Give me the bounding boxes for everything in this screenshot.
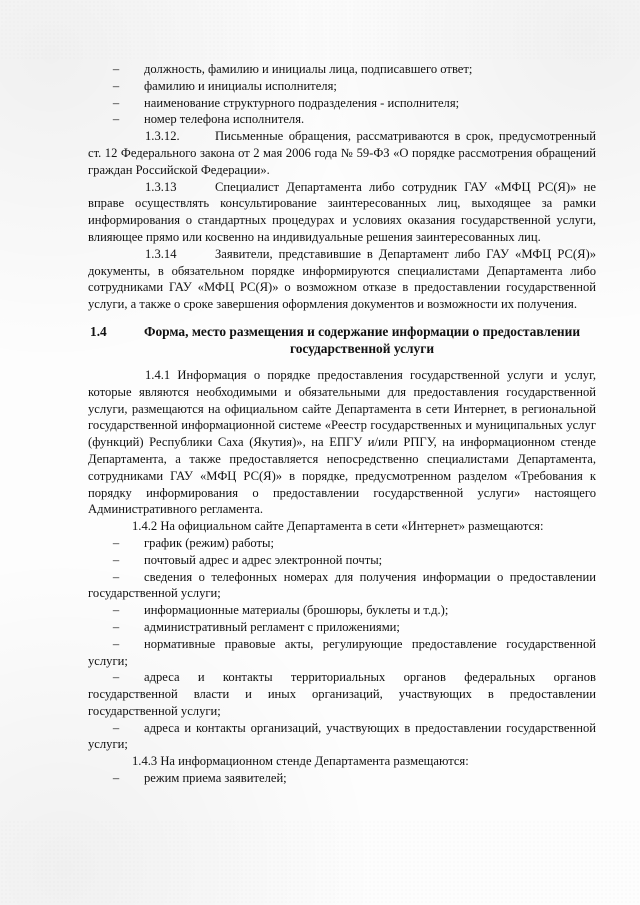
paragraph-1-3-12	[88, 128, 596, 178]
list-item	[88, 552, 596, 569]
list-dash: –	[112, 552, 120, 567]
list-item-text: график (режим) работы;	[144, 535, 274, 550]
list-item-text: административный регламент с приложениями;	[144, 619, 400, 634]
list-item	[88, 636, 596, 670]
paragraph-1-3-13	[88, 179, 596, 246]
list-dash: –	[112, 720, 120, 735]
list-item	[88, 569, 596, 603]
list-item	[88, 669, 596, 719]
list-item-text: адреса и контакты территориальных органов федеральных органов государственной власти и иных организаций, участвующих в предоставлении государственной услуги;	[88, 670, 596, 718]
scan-noise-bottom	[0, 820, 640, 905]
list-item	[88, 95, 596, 112]
list-item-text: почтовый адрес и адрес электронной почты;	[144, 552, 383, 567]
list-dash: –	[112, 535, 120, 550]
list-item-text: сведения о телефонных номерах для получения информации о предоставлении государственной услуги;	[88, 569, 596, 601]
paragraph-text: Заявители, представившие в Департамент либо ГАУ «МФЦ РС(Я)» документы, в обязательном порядке информируются специалистами Департамента либо сотрудниками ГАУ «МФЦ РС(Я)» о возможном отказе в предоставлении государственной услуги, а также о сроке завершения оформления документов и возможности их получения.	[88, 246, 596, 312]
list-dash: –	[112, 95, 120, 110]
paragraph-1-4-3: 1.4.3 На информационном стенде Департамента размещаются:	[132, 754, 469, 769]
list-item-text: наименование структурного подразделения - исполнителя;	[144, 95, 460, 110]
list-dash: –	[112, 603, 120, 618]
scan-noise-top	[0, 0, 640, 60]
list-item-text: фамилию и инициалы исполнителя;	[144, 78, 337, 93]
list-item-text: режим приема заявителей;	[144, 771, 287, 786]
paragraph-1-4-2: 1.4.2 На официальном сайте Департамента в сети «Интернет» размещаются:	[132, 519, 544, 534]
paragraph-text: Письменные обращения, рассматриваются в срок, предусмотренный ст. 12 Федерального закона от 2 мая 2006 года № 59-ФЗ «О порядке рассмотрения обращений граждан Российской Федерации».	[88, 129, 596, 177]
document-body	[88, 61, 596, 787]
paragraph-number: 1.3.12.	[145, 129, 180, 144]
list-dash: –	[112, 78, 120, 93]
paragraph-1-3-14	[88, 246, 596, 313]
list-item	[88, 619, 596, 636]
list-item-text: информационные материалы (брошюры, буклеты и т.д.);	[144, 603, 449, 618]
list-item-text: номер телефона исполнителя.	[144, 112, 305, 127]
section-title: Форма, место размещения и содержание информации о предоставлении государственной услуги	[143, 323, 581, 356]
list-item-text: нормативные правовые акты, регулирующие предоставление государственной услуги;	[88, 636, 596, 668]
list-item-text: адреса и контакты организаций, участвующих в предоставлении государственной услуги;	[88, 720, 596, 752]
paragraph-text: Специалист Департамента либо сотрудник ГАУ «МФЦ РС(Я)» не вправе осуществлять консультирование заинтересованных лиц, выходящее за рамки информирования о стандартных процедурах и условиях оказания государственной услуги, влияющее прямо или косвенно на индивидуальные решения заинтересованных лиц.	[88, 179, 596, 244]
list-item	[88, 78, 596, 95]
section-heading	[88, 323, 596, 357]
list-item	[88, 770, 596, 787]
list-dash: –	[112, 670, 120, 685]
paragraph-1-4-1: 1.4.1 Информация о порядке предоставления государственной услуги и услуг, которые являются необходимыми и обязательными для предоставления государственной услуги, размещаются на официальном сайте Департамента в сети Интернет, в региональной государственной информационной системе «Реестр государственных и муниципальных услуг (функций) Республики Саха (Якутия)», на ЕПГУ и/или РПГУ, на информационном стенде Департамента, а также предоставляется непосредственно специалистами Департамента, сотрудниками ГАУ «МФЦ РС(Я)» в порядке, предусмотренном разделом «Требования к порядку информирования о предоставлении государственной услуги» настоящего Административного регламента.	[88, 367, 596, 517]
list-dash: –	[112, 112, 120, 127]
paragraph-number: 1.3.14	[145, 246, 177, 261]
list-dash: –	[112, 62, 120, 76]
list-dash: –	[112, 771, 120, 786]
list-item	[88, 535, 596, 552]
list-item-text: должность, фамилию и инициалы лица, подписавшего ответ;	[144, 62, 473, 76]
list-item	[88, 720, 596, 754]
list-dash: –	[112, 569, 120, 584]
section-number: 1.4	[90, 323, 107, 339]
list-dash: –	[112, 619, 120, 634]
list-item	[88, 111, 596, 128]
list-item	[88, 61, 596, 78]
list-dash: –	[112, 636, 120, 651]
paragraph-number: 1.3.13	[145, 179, 177, 194]
list-item	[88, 602, 596, 619]
